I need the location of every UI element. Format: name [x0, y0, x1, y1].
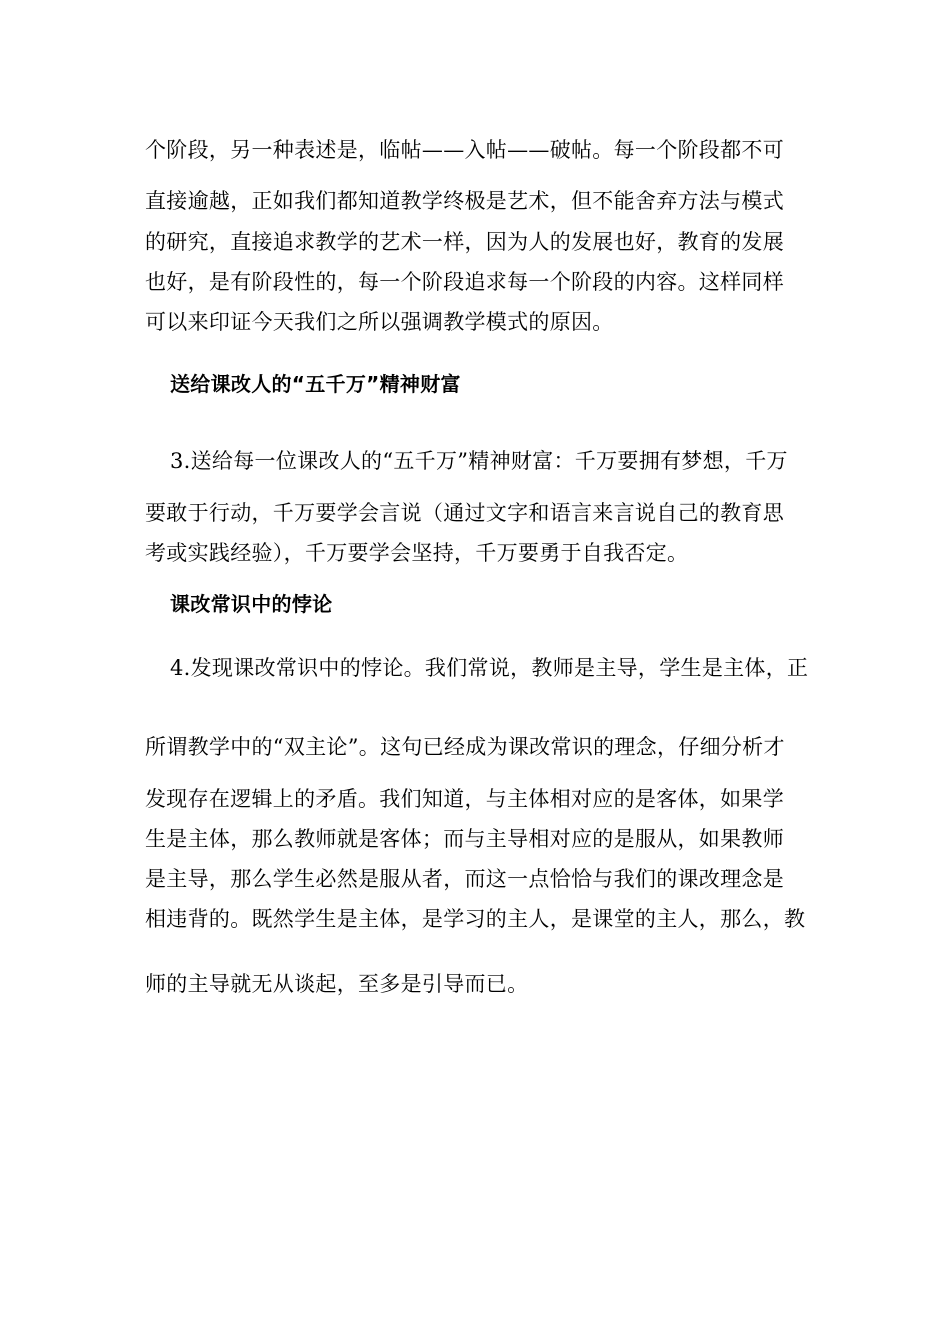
paragraph-line: 也好，是有阶段性的，每一个阶段追求每一个阶段的内容。这样同样 — [145, 270, 784, 294]
paragraph-line: 3.送给每一位课改人的“五千万”精神财富：千万要拥有梦想，千万 — [170, 449, 788, 473]
paragraph-line: 相违背的。既然学生是主体，是学习的主人，是课堂的主人，那么，教 — [145, 907, 806, 931]
paragraph-line: 发现存在逻辑上的矛盾。我们知道，与主体相对应的是客体，如果学 — [145, 787, 784, 811]
paragraph-line: 4.发现课改常识中的悖论。我们常说，教师是主导，学生是主体，正 — [170, 656, 809, 680]
paragraph-line: 直接逾越，正如我们都知道教学终极是艺术，但不能舍弃方法与模式 — [145, 189, 784, 213]
paragraph-line: 师的主导就无从谈起，至多是引导而已。 — [145, 972, 529, 996]
paragraph-line: 是主导，那么学生必然是服从者，而这一点恰恰与我们的课改理念是 — [145, 867, 784, 891]
paragraph-line: 要敢于行动，千万要学会言说（通过文字和语言来言说自己的教育思 — [145, 501, 784, 525]
paragraph-line: 生是主体，那么教师就是客体；而与主导相对应的是服从，如果教师 — [145, 827, 784, 851]
paragraph-line: 个阶段，另一种表述是，临帖——入帖——破帖。每一个阶段都不可 — [145, 138, 784, 162]
paragraph-line: 的研究，直接追求教学的艺术一样，因为人的发展也好，教育的发展 — [145, 230, 784, 254]
section-heading-five-wealth: 送给课改人的“五千万”精神财富 — [170, 372, 461, 396]
paragraph-line: 考或实践经验），千万要学会坚持，千万要勇于自我否定。 — [145, 541, 689, 565]
paragraph-line: 所谓教学中的“双主论”。这句已经成为课改常识的理念，仔细分析才 — [145, 735, 785, 759]
paragraph-line: 可以来印证今天我们之所以强调教学模式的原因。 — [145, 310, 614, 334]
section-heading-paradox: 课改常识中的悖论 — [170, 592, 333, 616]
